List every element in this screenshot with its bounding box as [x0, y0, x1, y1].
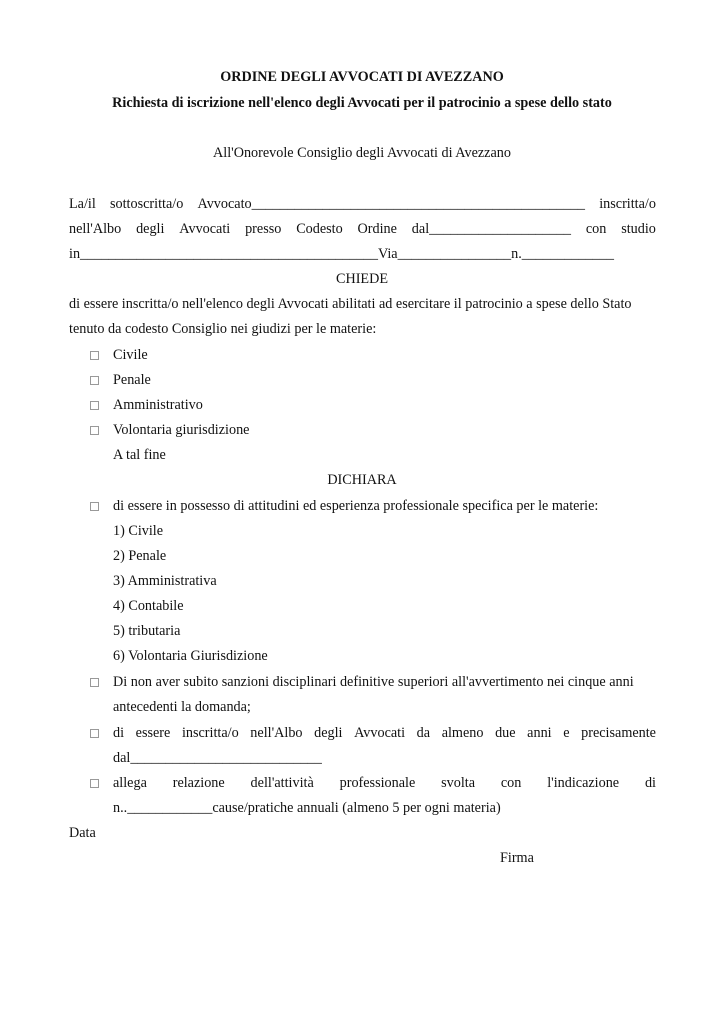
checkbox-amministrativo[interactable]: [90, 401, 99, 410]
checkbox-anzianita[interactable]: [90, 729, 99, 738]
document-title: ORDINE DEGLI AVVOCATI DI AVEZZANO: [220, 69, 504, 85]
dichiara-item-4-line-1: allega relazione dell'attività professionale svolta con l'indicazione di: [113, 775, 656, 791]
checkbox-penale[interactable]: [90, 376, 99, 385]
subject-4: 4) Contabile: [113, 598, 184, 614]
option-civile: Civile: [113, 347, 148, 363]
option-volontaria: Volontaria giurisdizione: [113, 422, 250, 438]
signature-label: Firma: [500, 850, 534, 866]
subject-2: 2) Penale: [113, 548, 167, 564]
checkbox-civile[interactable]: [90, 351, 99, 360]
intro-line-2: nell'Albo degli Avvocati presso Codesto Ordine dal____________________ con studio: [69, 221, 656, 237]
dichiara-item-3-line-2: dal___________________________: [113, 750, 322, 766]
subject-3: 3) Amministrativa: [113, 573, 217, 589]
dichiara-heading: DICHIARA: [327, 472, 397, 488]
chiede-heading: CHIEDE: [335, 271, 388, 287]
dichiara-item-3-line-1: di essere inscritta/o nell'Albo degli Avvocati da almeno due anni e precisamente: [113, 725, 656, 741]
addressee: All'Onorevole Consiglio degli Avvocati di Avezzano: [213, 145, 511, 161]
document-subtitle: Richiesta di iscrizione nell'elenco degli Avvocati per il patrocinio a spese dello stato: [112, 95, 612, 111]
option-amministrativo: Amministrativo: [113, 397, 203, 413]
checkbox-volontaria[interactable]: [90, 426, 99, 435]
dichiara-item-2-line-2: antecedenti la domanda;: [113, 699, 251, 715]
intro-line-3: in__________________________________________Via________________n._____________: [69, 246, 614, 262]
checkbox-attitudini[interactable]: [90, 502, 99, 511]
date-label: Data: [69, 825, 96, 841]
dichiara-item-4-line-2: n..____________cause/pratiche annuali (almeno 5 per ogni materia): [113, 800, 501, 816]
chiede-closing: A tal fine: [113, 447, 166, 463]
chiede-text-1: di essere inscritta/o nell'elenco degli Avvocati abilitati ad esercitare il patrocinio a spese dello Stato: [69, 296, 632, 312]
chiede-text-2: tenuto da codesto Consiglio nei giudizi per le materie:: [69, 321, 377, 337]
subject-1: 1) Civile: [113, 523, 164, 539]
subject-6: 6) Volontaria Giurisdizione: [113, 648, 268, 664]
dichiara-item-1: di essere in possesso di attitudini ed esperienza professionale specifica per le materie:: [113, 498, 599, 514]
dichiara-item-2-line-1: Di non aver subito sanzioni disciplinari definitive superiori all'avvertimento nei cinque anni: [113, 674, 634, 690]
subject-5: 5) tributaria: [113, 623, 181, 639]
option-penale: Penale: [113, 372, 151, 388]
intro-line-1: La/il sottoscritta/o Avvocato_______________________________________________ inscritta/o: [69, 196, 656, 212]
checkbox-sanzioni[interactable]: [90, 678, 99, 687]
checkbox-relazione[interactable]: [90, 779, 99, 788]
